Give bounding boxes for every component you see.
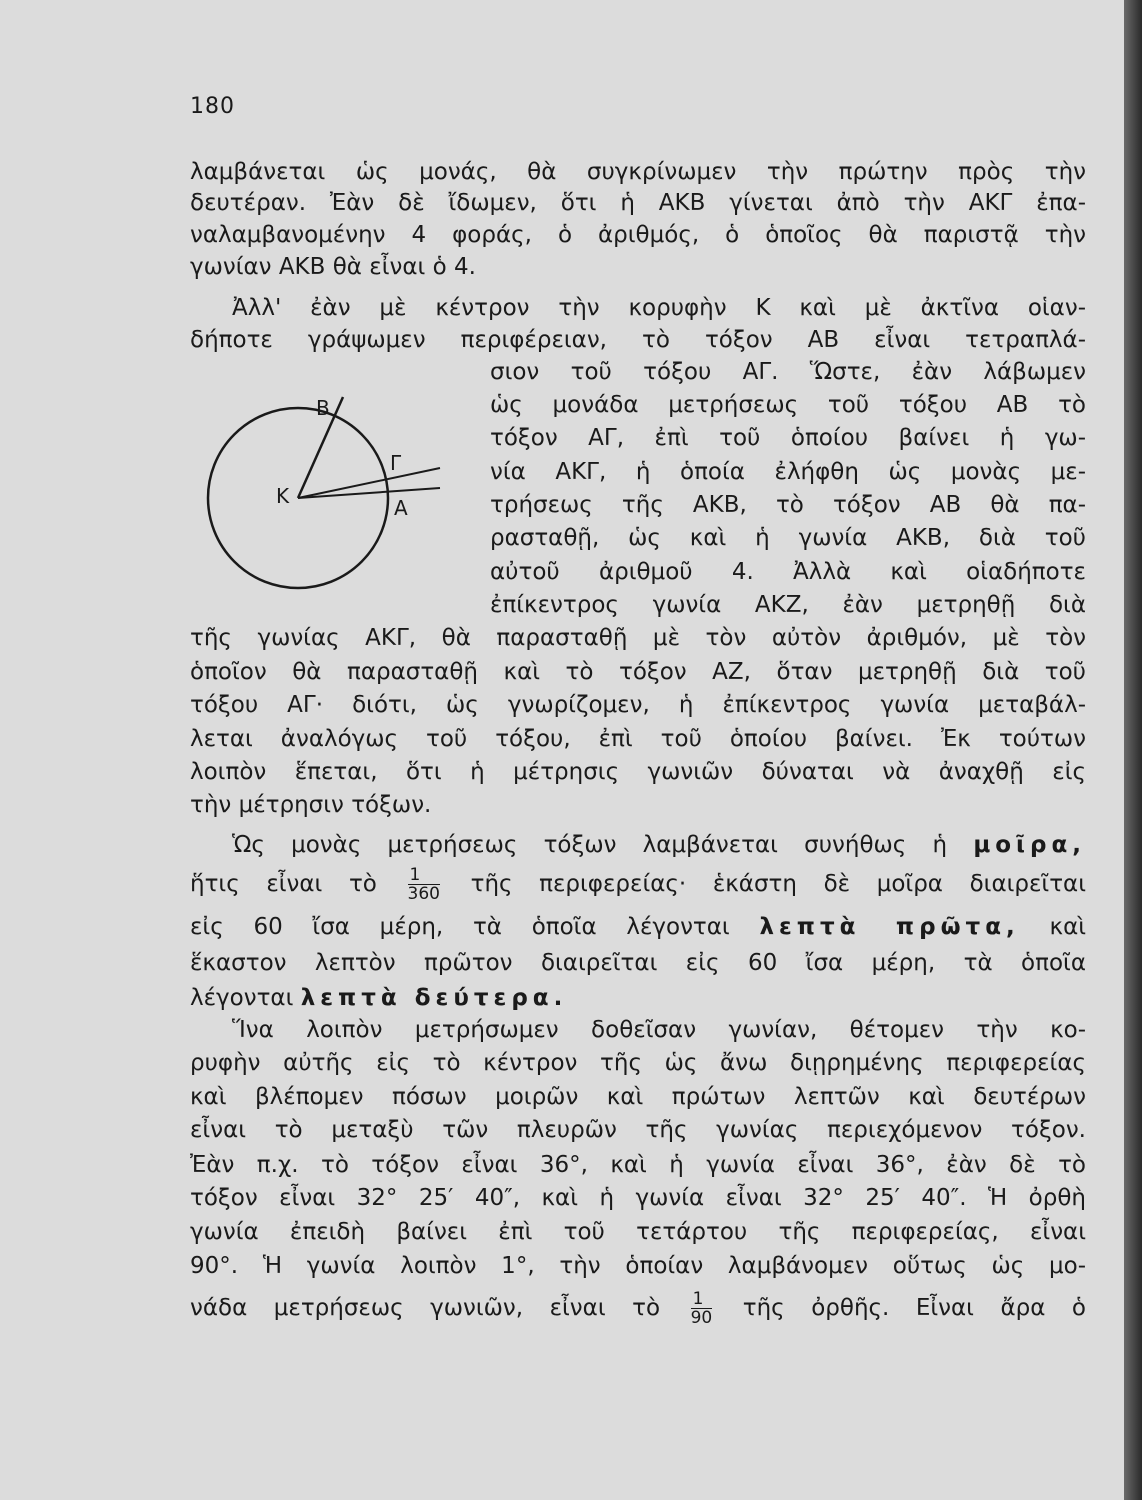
text-line: ρασταθῇ, ὡς καὶ ἡ γωνία ΑΚΒ, διὰ τοῦ xyxy=(490,525,1086,551)
text-line: λοιπὸν ἕπεται, ὅτι ἡ μέτρησις γωνιῶν δύναται νὰ ἀναχθῇ εἰς xyxy=(190,759,1086,785)
text-line: ἐπίκεντρος γωνία ΑΚΖ, ἐὰν μετρηθῇ διὰ xyxy=(490,592,1086,618)
text-line: Ἵνα λοιπὸν μετρήσωμεν δοθεῖσαν γωνίαν, θέτομεν τὴν κο- xyxy=(232,1017,1086,1043)
text-line: αὐτοῦ ἀριθμοῦ 4. Ἀλλὰ καὶ οἱαδήποτε xyxy=(490,559,1086,585)
text-line xyxy=(190,912,1086,942)
term-lepta-prota: λεπτὰ πρῶτα, xyxy=(759,914,1020,940)
text-line: δευτέραν. Ἐὰν δὲ ἴδωμεν, ὅτι ἡ ΑΚΒ γίνεται ἀπὸ τὴν ΑΚΓ ἐπα- xyxy=(190,190,1086,216)
fraction-1-90 xyxy=(691,1290,713,1327)
text-span: καὶ xyxy=(1049,914,1087,940)
text-span: νάδα μετρήσεως γωνιῶν, εἶναι τὸ xyxy=(190,1295,661,1321)
text-span: εἰς 60 ἴσα μέρη, τὰ ὁποῖα λέγονται xyxy=(190,914,730,940)
text-line: σιον τοῦ τόξου ΑΓ. Ὥστε, ἐὰν λάβωμεν xyxy=(490,359,1086,385)
page-number: 180 xyxy=(190,94,235,119)
text-line: τρήσεως τῆς ΑΚΒ, τὸ τόξον ΑΒ θὰ πα- xyxy=(490,492,1086,518)
text-line: Ἀλλ' ἐὰν μὲ κέντρον τὴν κορυφὴν Κ καὶ μὲ ἀκτῖνα οἱαν- xyxy=(232,295,1086,321)
text-line xyxy=(190,1289,1086,1328)
text-line: ναλαμβανομένην 4 φοράς, ὁ ἀριθμός, ὁ ὁποῖος θὰ παριστᾷ τὴν xyxy=(190,222,1086,248)
text-line: ὁποῖον θὰ παρασταθῇ καὶ τὸ τόξον ΑΖ, ὅταν μετρηθῇ διὰ τοῦ xyxy=(190,659,1086,685)
text-line: ρυφὴν αὐτῆς εἰς τὸ κέντρον τῆς ὡς ἄνω διῃρημένης περιφερείας xyxy=(190,1050,1086,1076)
text-line: τόξον εἶναι 32° 25′ 40″, καὶ ἡ γωνία εἶναι 32° 25′ 40″. Ἡ ὀρθὴ xyxy=(190,1185,1086,1211)
text-line: λαμβάνεται ὡς μονάς, θὰ συγκρίνωμεν τὴν πρώτην πρὸς τὴν xyxy=(190,159,1086,185)
label-G: Γ xyxy=(390,451,402,475)
text-line: τόξου ΑΓ· διότι, ὡς γνωρίζομεν, ἡ ἐπίκεντρος γωνία μεταβάλ- xyxy=(190,692,1086,718)
text-line: νία ΑΚΓ, ἡ ὁποία ἐλήφθη ὡς μονὰς με- xyxy=(490,459,1086,485)
text-line: τόξον ΑΓ, ἐπὶ τοῦ ὁποίου βαίνει ἡ γω- xyxy=(490,425,1086,451)
text-line: τῆς γωνίας ΑΚΓ, θὰ παρασταθῇ μὲ τὸν αὐτὸν ἀριθμόν, μὲ τὸν xyxy=(190,625,1086,651)
text-span: τῆς ὀρθῆς. Εἶναι ἄρα ὁ xyxy=(742,1295,1086,1321)
text-line: ὡς μονάδα μετρήσεως τοῦ τόξου ΑΒ τὸ xyxy=(490,392,1086,418)
text-line: καὶ βλέπομεν πόσων μοιρῶν καὶ πρώτων λεπτῶν καὶ δευτέρων xyxy=(190,1084,1086,1110)
text-line: ἕκαστον λεπτὸν πρῶτον διαιρεῖται εἰς 60 ἴσα μέρη, τὰ ὁποῖα xyxy=(190,950,1086,976)
text-span: ἥτις εἶναι τὸ xyxy=(190,871,377,897)
fraction-denominator: 360 xyxy=(407,884,440,904)
fraction-numerator: 1 xyxy=(691,1290,713,1309)
label-B: Β xyxy=(316,396,330,420)
page-edge-shadow xyxy=(1124,0,1142,1500)
fraction-numerator: 1 xyxy=(408,866,440,885)
text-line: 90°. Ἡ γωνία λοιπὸν 1°, τὴν ὁποίαν λαμβάνομεν οὕτως ὡς μο- xyxy=(190,1253,1086,1279)
text-line: γωνία ἐπειδὴ βαίνει ἐπὶ τοῦ τετάρτου τῆς περιφερείας, εἶναι xyxy=(190,1219,1086,1245)
text-line xyxy=(190,865,1086,904)
text-line: Ἐὰν π.χ. τὸ τόξον εἶναι 36°, καὶ ἡ γωνία εἶναι 36°, ἐὰν δὲ τὸ xyxy=(190,1152,1086,1178)
text-span: Ὡς μονὰς μετρήσεως τόξων λαμβάνεται συνήθως ἡ xyxy=(232,832,948,858)
label-K: Κ xyxy=(276,484,290,508)
text-line: τὴν μέτρησιν τόξων. xyxy=(190,792,432,818)
term-moira: μοῖρα, xyxy=(973,832,1087,858)
text-span: λέγονται xyxy=(190,985,294,1011)
text-line xyxy=(190,983,1086,1013)
text-line: λεται ἀναλόγως τοῦ τόξου, ἐπὶ τοῦ ὁποίου βαίνει. Ἐκ τούτων xyxy=(190,726,1086,752)
term-lepta-deutera: λεπτὰ δεύτερα. xyxy=(300,985,568,1011)
text-line: εἶναι τὸ μεταξὺ τῶν πλευρῶν τῆς γωνίας περιεχόμενον τόξον. xyxy=(190,1117,1086,1143)
label-A: Α xyxy=(394,496,408,520)
text-line: γωνίαν ΑΚΒ θὰ εἶναι ὁ 4. xyxy=(190,254,476,280)
fraction-denominator: 90 xyxy=(690,1308,713,1328)
fraction-1-360 xyxy=(408,866,440,903)
circle-angle-figure xyxy=(200,385,460,615)
text-line: δήποτε γράψωμεν περιφέρειαν, τὸ τόξον ΑΒ εἶναι τετραπλά- xyxy=(190,327,1086,353)
text-span: τῆς περιφερείας· ἑκάστη δὲ μοῖρα διαιρεῖται xyxy=(470,871,1086,897)
text-line xyxy=(232,830,1086,860)
